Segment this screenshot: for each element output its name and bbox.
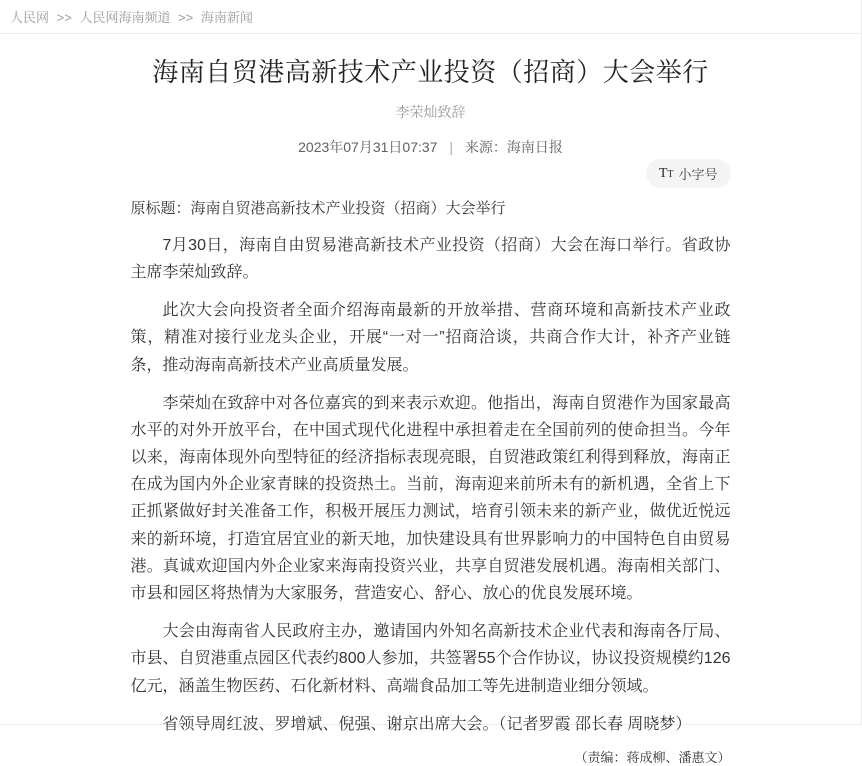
editor-credit: （责编：蒋成柳、潘惠文） bbox=[574, 749, 731, 765]
page-title: 海南自贸港高新技术产业投资（招商）大会举行 bbox=[152, 57, 709, 87]
breadcrumb bbox=[0, 0, 861, 26]
original-title-text: 海南自贸港高新技术产业投资（招商）大会举行 bbox=[190, 199, 506, 217]
article-meta bbox=[131, 137, 731, 157]
article-paragraph: 7月30日，海南自由贸易港高新技术产业投资（招商）大会在海口举行。省政协主席李荣灿致辞。 bbox=[130, 236, 731, 281]
source-name: 海南日报 bbox=[506, 138, 563, 155]
font-size-button[interactable] bbox=[646, 159, 731, 188]
breadcrumb-separator: >> bbox=[178, 10, 194, 25]
article-paragraph: 省领导周红波、罗增斌、倪强、谢京出席大会。（记者罗霞 邵长春 周晓梦） bbox=[162, 715, 692, 733]
article-paragraph: 李荣灿在致辞中对各位嘉宾的到来表示欢迎。他指出，海南自贸港作为国家最高水平的对外开放平台，在中国式现代化进程中承担着走在全国前列的使命担当。今年以来，海南体现外向型特征的经济指标表现亮眼，自贸港政策红利得到释放，海南正在成为国内外企业家青睐的投资热土。当前，海南迎来前所未有的新机遇，全省上下正抓紧做好封关准备工作，积极开展压力测试，培育引领未来的新产业，做优近悦远来的新环境，打造宜居宜业的新天地，加快建设具有世界影响力的中国特色自由贸易港。真诚欢迎国内外企业家来海南投资兴业，共享自贸港发展机遇。海南相关部门、市县和园区将热情为大家服务，营造安心、舒心、放心的优良发展环境。 bbox=[130, 394, 731, 603]
meta-separator: | bbox=[449, 138, 453, 155]
source-label: 来源： bbox=[464, 138, 507, 155]
article-paragraph: 大会由海南省人民政府主办，邀请国内外知名高新技术企业代表和海南各厅局、市县、自贸港重点园区代表约800人参加，共签署55个合作协议，协议投资规模约126亿元，涵盖生物医药、石化新材料、高端食品加工等先进制造业细分领域。 bbox=[130, 623, 731, 695]
article-content bbox=[131, 56, 731, 766]
publish-date: 2023年07月31日07:37 bbox=[298, 138, 438, 155]
breadcrumb-link-peoples-daily[interactable]: 人民网 bbox=[10, 10, 50, 25]
original-title-label: 原标题： bbox=[130, 199, 191, 217]
article-subtitle: 李荣灿致辞 bbox=[395, 103, 466, 120]
font-size-icon: TT bbox=[658, 165, 674, 181]
original-title bbox=[131, 197, 731, 221]
article-toolbar bbox=[131, 159, 731, 188]
breadcrumb-link-hainan-news[interactable]: 海南新闻 bbox=[200, 10, 253, 25]
breadcrumb-separator: >> bbox=[56, 10, 72, 25]
font-size-button-label: 小字号 bbox=[678, 166, 718, 182]
breadcrumb-link-hainan-channel[interactable]: 人民网海南频道 bbox=[79, 10, 171, 25]
article-paragraph: 此次大会向投资者全面介绍海南最新的开放举措、营商环境和高新技术产业政策，精准对接行业龙头企业，开展“一对一”招商洽谈，共商合作大计，补齐产业链条，推动海南高新技术产业高质量发展。 bbox=[130, 302, 731, 374]
header-divider bbox=[0, 33, 861, 34]
